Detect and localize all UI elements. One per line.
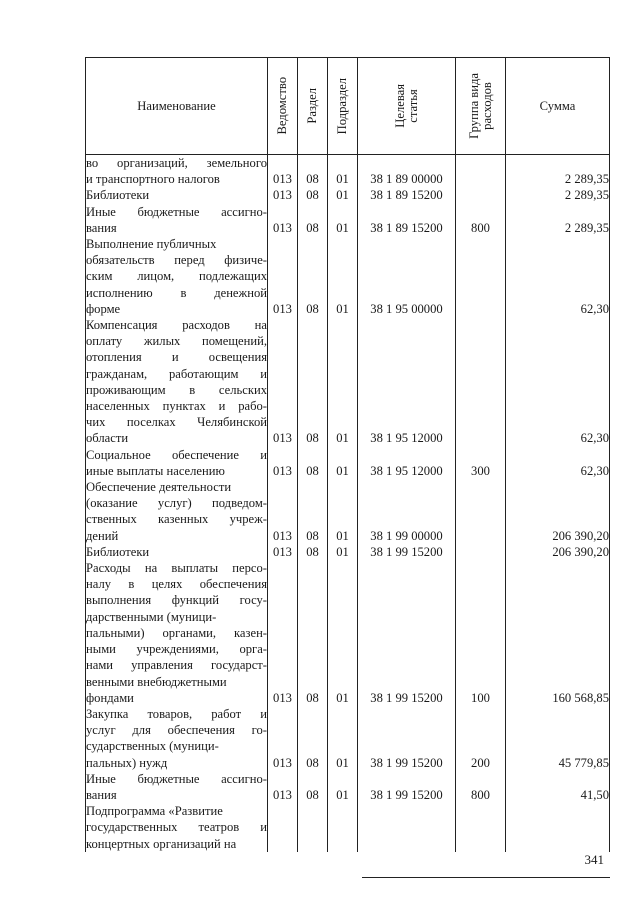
row-expense-group — [456, 803, 506, 852]
row-department: 013 — [268, 204, 298, 236]
row-department: 013 — [268, 706, 298, 771]
header-expense-group: Группа вида расходов — [456, 58, 506, 155]
row-target: 38 1 99 00000 — [358, 479, 456, 544]
table-body — [86, 155, 610, 852]
row-target: 38 1 89 00000 — [358, 155, 456, 188]
row-name: Компенсация расходов на оплату жилых помещений, отопления и освещения гражданам, работающим и проживающим в сельских населенных пунктах и рабо- чих поселках Челябинской области — [86, 318, 267, 446]
table-header-row — [86, 58, 610, 155]
row-target: 38 1 89 15200 — [358, 204, 456, 236]
table-row — [86, 187, 610, 203]
row-expense-group — [456, 187, 506, 203]
header-department: Ведомство — [268, 58, 298, 155]
row-department: 013 — [268, 544, 298, 560]
table-row — [86, 317, 610, 447]
row-name: Библиотеки — [86, 187, 268, 203]
header-subsection: Подраздел — [328, 58, 358, 155]
row-expense-group — [456, 317, 506, 447]
row-subsection: 01 — [328, 771, 358, 803]
row-subsection: 01 — [328, 204, 358, 236]
row-department: 013 — [268, 155, 298, 188]
row-amount: 206 390,20 — [506, 544, 610, 560]
row-section — [298, 803, 328, 852]
row-department: 013 — [268, 479, 298, 544]
table-row — [86, 447, 610, 479]
row-name: Расходы на выплаты персо- налу в целях обеспечения выполнения функций госу- дарственными (муници- пальными) органами, казен- ными учреждениями, орга- нами управления государст- венными внебюджетными фондами — [86, 561, 267, 705]
row-name: Социальное обеспечение и иные выплаты населению — [86, 447, 267, 478]
table-row — [86, 544, 610, 560]
row-amount: 2 289,35 — [506, 187, 610, 203]
row-name: Библиотеки — [86, 544, 268, 560]
row-expense-group: 800 — [456, 771, 506, 803]
row-department: 013 — [268, 771, 298, 803]
row-subsection: 01 — [328, 706, 358, 771]
row-section: 08 — [298, 187, 328, 203]
budget-table — [85, 57, 610, 852]
footer-rule — [362, 877, 610, 878]
row-amount: 62,30 — [506, 317, 610, 447]
table-row — [86, 706, 610, 771]
row-name: Выполнение публичных обязательств перед физиче- ским лицом, подлежащих исполнению в денежной форме — [86, 237, 267, 316]
row-subsection: 01 — [328, 544, 358, 560]
row-expense-group — [456, 479, 506, 544]
row-target: 38 1 99 15200 — [358, 771, 456, 803]
header-section: Раздел — [298, 58, 328, 155]
row-target: 38 1 95 12000 — [358, 317, 456, 447]
row-expense-group: 200 — [456, 706, 506, 771]
row-department: 013 — [268, 187, 298, 203]
row-expense-group — [456, 236, 506, 317]
row-name: Обеспечение деятельности (оказание услуг) подведом- ственных казенных учреж- дений — [86, 480, 267, 543]
row-subsection: 01 — [328, 236, 358, 317]
row-name: Иные бюджетные ассигно- вания — [86, 204, 267, 235]
row-subsection: 01 — [328, 317, 358, 447]
row-subsection: 01 — [328, 155, 358, 188]
row-amount: 2 289,35 — [506, 204, 610, 236]
row-expense-group: 300 — [456, 447, 506, 479]
table-row — [86, 204, 610, 236]
row-amount — [506, 803, 610, 852]
page-number: 341 — [584, 852, 604, 867]
row-subsection: 01 — [328, 479, 358, 544]
row-target: 38 1 95 12000 — [358, 447, 456, 479]
row-expense-group: 100 — [456, 560, 506, 706]
row-target — [358, 803, 456, 852]
row-section: 08 — [298, 317, 328, 447]
row-target: 38 1 99 15200 — [358, 544, 456, 560]
row-name: Иные бюджетные ассигно- вания — [86, 771, 267, 802]
row-department: 013 — [268, 317, 298, 447]
row-subsection: 01 — [328, 560, 358, 706]
row-section: 08 — [298, 155, 328, 188]
header-name: Наименование — [86, 58, 268, 155]
row-expense-group: 800 — [456, 204, 506, 236]
row-section: 08 — [298, 706, 328, 771]
row-target: 38 1 99 15200 — [358, 706, 456, 771]
budget-table-container — [85, 57, 609, 851]
row-amount: 62,30 — [506, 447, 610, 479]
row-amount: 160 568,85 — [506, 560, 610, 706]
header-target: Целевая статья — [358, 58, 456, 155]
row-section: 08 — [298, 236, 328, 317]
row-target: 38 1 89 15200 — [358, 187, 456, 203]
row-amount: 2 289,35 — [506, 155, 610, 188]
row-section: 08 — [298, 479, 328, 544]
row-amount: 45 779,85 — [506, 706, 610, 771]
row-name: во организаций, земельного и транспортного налогов — [86, 156, 267, 187]
row-expense-group — [456, 544, 506, 560]
row-section: 08 — [298, 544, 328, 560]
row-subsection: 01 — [328, 447, 358, 479]
row-amount: 41,50 — [506, 771, 610, 803]
row-section: 08 — [298, 447, 328, 479]
row-expense-group — [456, 155, 506, 188]
row-section: 08 — [298, 560, 328, 706]
row-department — [268, 803, 298, 852]
row-section: 08 — [298, 204, 328, 236]
header-amount: Сумма — [506, 58, 610, 155]
table-row — [86, 771, 610, 803]
table-row — [86, 803, 610, 852]
table-row — [86, 236, 610, 317]
row-section: 08 — [298, 771, 328, 803]
table-row — [86, 479, 610, 544]
row-target: 38 1 99 15200 — [358, 560, 456, 706]
row-amount: 206 390,20 — [506, 479, 610, 544]
row-target: 38 1 95 00000 — [358, 236, 456, 317]
row-department: 013 — [268, 560, 298, 706]
table-row — [86, 560, 610, 706]
row-department: 013 — [268, 447, 298, 479]
row-department: 013 — [268, 236, 298, 317]
row-subsection — [328, 803, 358, 852]
table-row — [86, 155, 610, 188]
row-name: Закупка товаров, работ и услуг для обеспечения го- сударственных (муници- пальных) нужд — [86, 706, 267, 770]
row-name: Подпрограмма «Развитие государственных театров и концертных организаций на — [86, 804, 267, 851]
row-subsection: 01 — [328, 187, 358, 203]
row-amount: 62,30 — [506, 236, 610, 317]
